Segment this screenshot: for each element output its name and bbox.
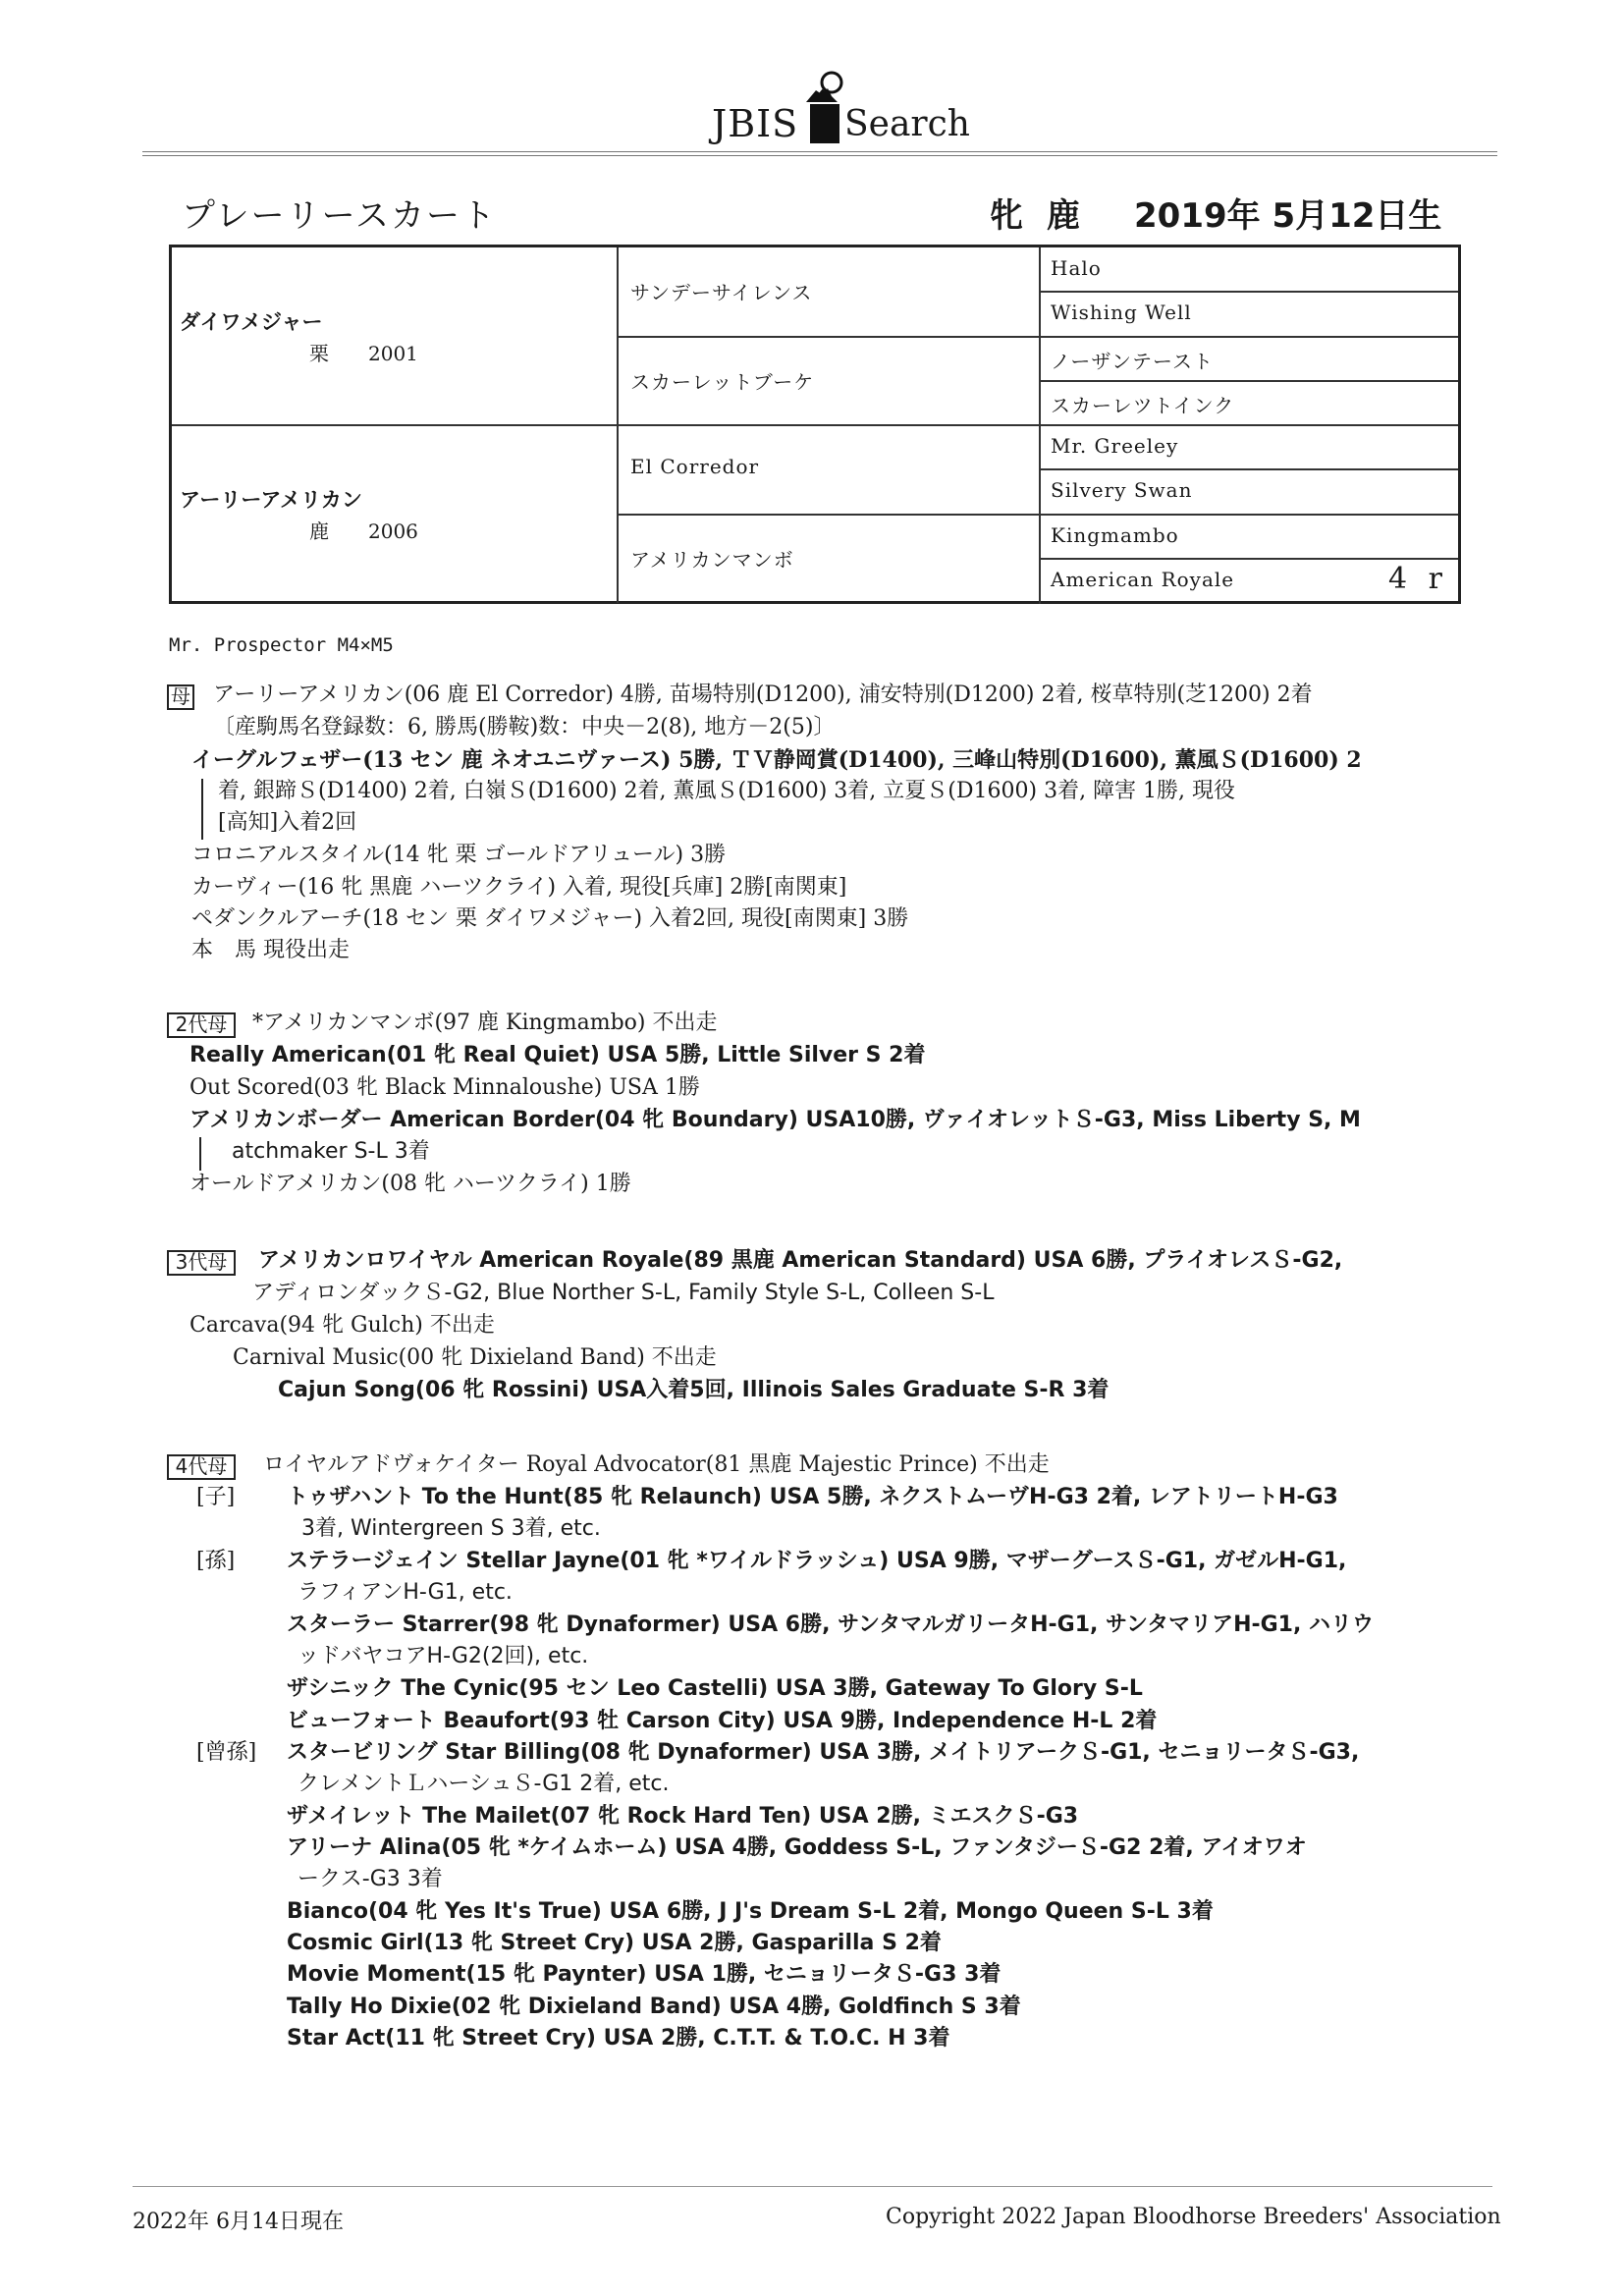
great-name: Halo (1051, 256, 1102, 280)
grand-name: サンデーサイレンス (630, 281, 813, 304)
section-label-3rd-dam: 3代母 (167, 1250, 236, 1276)
fourth-dam-progeny-cont: ッドバヤコアH-G2(2回), etc. (298, 1644, 589, 1668)
progeny-line: カーヴィー(16 牝 黒鹿 ハーツクライ) 入着, 現役[兵庫] 2勝[南関東] (191, 875, 847, 900)
fourth-dam-progeny (287, 1960, 1001, 1990)
dam-name: アーリーアメリカン (180, 488, 362, 512)
progeny-line-text: イーグルフェザー(13 セン 鹿 ネオユニヴァース) 5勝, ＴＶ静岡賞(D1400), 三峰山特別(D1600), 薫風Ｓ(D1600) 2 (191, 747, 1362, 773)
fourth-dam-progeny (287, 1802, 1078, 1831)
dam-line: アーリーアメリカン(06 鹿 El Corredor) 4勝, 苗場特別(D1200), 浦安特別(D1200) 2着, 桜草特別(芝1200) 2着 (213, 683, 1313, 707)
header-rule (142, 151, 1497, 152)
sex-color: 牝 鹿 (990, 196, 1086, 236)
third-dam-progeny: Carcava(94 牝 Gulch) 不出走 (189, 1313, 495, 1338)
second-dam-progeny: Out Scored(03 牝 Black Minnaloushe) USA 1勝 (189, 1075, 700, 1100)
as-of-date: 2022年 6月14日現在 (133, 2210, 344, 2234)
progeny-line (191, 745, 1362, 776)
second-dam-line: *アメリカンマンボ(97 鹿 Kingmambo) 不出走 (252, 1011, 718, 1035)
great-name: Kingmambo (1051, 523, 1179, 547)
fourth-dam-progeny (287, 1483, 1338, 1512)
fourth-dam-progeny (287, 1738, 1359, 1768)
second-dam-progeny: オールドアメリカン(08 牝 ハーツクライ) 1勝 (189, 1172, 631, 1196)
pedigree-sire-cell (172, 247, 619, 425)
fourth-dam-progeny (287, 1674, 1143, 1704)
pedigree-divider (172, 424, 1458, 426)
gen-tag-grandchild: [孫] (196, 1549, 236, 1573)
pedigree-grand-cell (619, 337, 1041, 426)
great-name: Mr. Greeley (1051, 434, 1179, 458)
fourth-dam-progeny-cont: ークス-G3 3着 (298, 1867, 443, 1891)
progeny-line-text: アメリカンボーダー American Border(04 牝 Boundary) USA10勝, ヴァイオレットＳ-G3, Miss Liberty S, M (189, 1108, 1361, 1132)
pedigree-divider (1041, 380, 1458, 382)
progeny-line-cont: 着, 銀蹄Ｓ(D1400) 2着, 白嶺Ｓ(D1600) 2着, 薫風Ｓ(D1600) 3着, 立夏Ｓ(D1600) 3着, 障害 1勝, 現役 (218, 779, 1236, 803)
progeny-line-cont: [高知]入着2回 (218, 810, 357, 835)
progeny-line-text: アリーナ Alina(05 牝 *ケイムホーム) USA 4勝, Goddess S-L, ファンタジーＳ-G2 2着, アイオワオ (287, 1835, 1307, 1860)
header-rule (142, 155, 1497, 156)
logo-text-search: Search (844, 104, 970, 144)
progeny-line-text: スタービリング Star Billing(08 牝 Dynaformer) USA 3勝, メイトリアークＳ-G1, セニョリータＳ-G3, (287, 1740, 1360, 1765)
pedigree-divider (1041, 558, 1458, 560)
pedigree-great-cell (1041, 515, 1458, 560)
pedigree-great-cell (1041, 247, 1458, 293)
fourth-dam-progeny-cont: 3着, Wintergreen S 3着, etc. (301, 1516, 601, 1541)
second-dam-progeny (189, 1041, 926, 1070)
progeny-line-text: Cajun Song(06 牝 Rossini) USA入着5回, Illinois Sales Graduate S-R 3着 (278, 1378, 1110, 1402)
fourth-dam-progeny (287, 1707, 1157, 1736)
pedigree-great-cell (1041, 425, 1458, 470)
great-name: Wishing Well (1051, 301, 1192, 324)
section-label-4th-dam: 4代母 (167, 1454, 236, 1480)
jbis-search-logo (712, 61, 970, 149)
pedigree-table (169, 245, 1461, 604)
great-name: Silvery Swan (1051, 478, 1193, 502)
third-dam-progeny (278, 1376, 1109, 1405)
progeny-line-text: ビューフォート Beaufort(93 牡 Carson City) USA 9勝, Independence H-L 2着 (287, 1709, 1158, 1733)
fourth-dam-progeny (287, 1897, 1214, 1927)
fourth-dam-progeny-cont: ラフィアンH-G1, etc. (298, 1580, 513, 1605)
pedigree-great-cell (1041, 292, 1458, 337)
progeny-line-text: Cosmic Girl(13 牝 Street Cry) USA 2勝, Gasparilla S 2着 (287, 1931, 942, 1955)
pedigree-divider (619, 336, 1458, 338)
progeny-line-text: ザメイレット The Mailet(07 牝 Rock Hard Ten) USA 2勝, ミエスクＳ-G3 (287, 1804, 1079, 1829)
progeny-line-text: Star Act(11 牝 Street Cry) USA 2勝, C.T.T. & T.O.C. H 3着 (287, 2026, 950, 2050)
grand-name: アメリカンマンボ (630, 548, 794, 572)
pedigree-great-cell (1041, 469, 1458, 515)
second-dam-progeny-cont: atchmaker S-L 3着 (232, 1139, 430, 1164)
pedigree-divider (1041, 291, 1458, 293)
section-label-dam: 母 (167, 684, 194, 710)
third-dam-line (258, 1246, 1342, 1276)
second-dam-progeny (189, 1106, 1361, 1135)
fourth-dam-progeny (287, 1833, 1307, 1863)
progeny-line-text: アメリカンロワイヤル American Royale(89 黒鹿 American Standard) USA 6勝, プライオレスＳ-G2, (258, 1248, 1343, 1273)
pedigree-divider (619, 514, 1458, 516)
fourth-dam-progeny-cont: クレメントＬハーシュＳ-G1 2着, etc. (298, 1772, 670, 1796)
fourth-dam-line: ロイヤルアドヴォケイター Royal Advocator(81 黒鹿 Majestic Prince) 不出走 (263, 1452, 1050, 1477)
sire-color-year: 栗 2001 (309, 342, 418, 365)
family-number: 4 r (1388, 562, 1448, 596)
section-label-2nd-dam: 2代母 (167, 1012, 236, 1038)
sire-name: ダイワメジャー (180, 310, 323, 334)
pedigree-dam-cell (172, 425, 619, 603)
dam-color-year: 鹿 2006 (309, 519, 418, 543)
footer-rule (133, 2186, 1492, 2187)
pedigree-great-cell (1041, 381, 1458, 426)
inbreeding-note: Mr. Prospector M4×M5 (169, 634, 394, 656)
grand-name: スカーレットブーケ (630, 370, 815, 394)
pedigree-grand-cell (619, 515, 1041, 604)
progeny-line-text: Tally Ho Dixie(02 牝 Dixieland Band) USA 4勝, Goldfinch S 3着 (287, 1995, 1021, 2019)
continuation-bar (201, 779, 203, 840)
logo-text-jbis: JBIS (712, 102, 799, 145)
progeny-line: コロニアルスタイル(14 牝 栗 ゴールドアリュール) 3勝 (191, 843, 727, 867)
grand-name: El Corredor (630, 455, 760, 478)
horse-name: プレーリースカート (182, 196, 497, 236)
fourth-dam-progeny (287, 2024, 949, 2053)
dam-progeny-summary: 〔産駒馬名登録数：6, 勝馬(勝鞍)数：中央－2(8), 地方－2(5)〕 (213, 715, 836, 739)
third-dam-line-cont: アディロンダックＳ-G2, Blue Norther S-L, Family Style S-L, Colleen S-L (252, 1281, 995, 1305)
continuation-bar (199, 1137, 201, 1171)
pedigree-grand-cell (619, 425, 1041, 515)
fourth-dam-progeny (287, 1611, 1374, 1640)
progeny-line-text: スターラー Starrer(98 牝 Dynaformer) USA 6勝, サンタマルガリータH-G1, サンタマリアH-G1, ハリウ (287, 1613, 1374, 1637)
great-name: スカーレツトインク (1051, 394, 1235, 417)
progeny-line-text: トゥザハント To the Hunt(85 牝 Relaunch) USA 5勝, ネクストムーヴH-G3 2着, レアトリートH-G3 (287, 1485, 1338, 1509)
progeny-line-text: ザシニック The Cynic(95 セン Leo Castelli) USA 3勝, Gateway To Glory S-L (287, 1676, 1143, 1701)
gen-tag-child: [子] (196, 1485, 236, 1509)
great-name: American Royale (1051, 568, 1235, 591)
pedigree-great-cell (1041, 559, 1458, 604)
fourth-dam-progeny (287, 1929, 942, 1958)
third-dam-progeny: Carnival Music(00 牝 Dixieland Band) 不出走 (233, 1345, 717, 1370)
progeny-line-text: Bianco(04 牝 Yes It's True) USA 6勝, J J's Dream S-L 2着, Mongo Queen S-L 3着 (287, 1899, 1214, 1924)
logo-horse-magnifier-icon (802, 67, 845, 143)
great-name: ノーザンテースト (1051, 350, 1214, 373)
pedigree-great-cell (1041, 337, 1458, 382)
fourth-dam-progeny (287, 1993, 1021, 2022)
progeny-line-text: Really American(01 牝 Real Quiet) USA 5勝, Little Silver S 2着 (189, 1043, 926, 1067)
progeny-line-text: Movie Moment(15 牝 Paynter) USA 1勝, セニョリータＳ-G3 3着 (287, 1962, 1001, 1987)
fourth-dam-progeny (287, 1547, 1346, 1576)
progeny-line: ペダンクルアーチ(18 セン 栗 ダイワメジャー) 入着2回, 現役[南関東] 3勝 (191, 906, 909, 931)
progeny-line: 本 馬 現役出走 (191, 938, 350, 962)
pedigree-grand-cell (619, 247, 1041, 337)
gen-tag-great-grandchild: [曾孫] (196, 1740, 257, 1765)
progeny-line-text: ステラージェイン Stellar Jayne(01 牝 *ワイルドラッシュ) USA 9勝, マザーグースＳ-G1, ガゼルH-G1, (287, 1549, 1347, 1573)
pedigree-divider (1041, 468, 1458, 470)
birth-date: 2019年 5月12日生 (1134, 196, 1442, 236)
copyright: Copyright 2022 Japan Bloodhorse Breeders' Association (886, 2205, 1501, 2229)
